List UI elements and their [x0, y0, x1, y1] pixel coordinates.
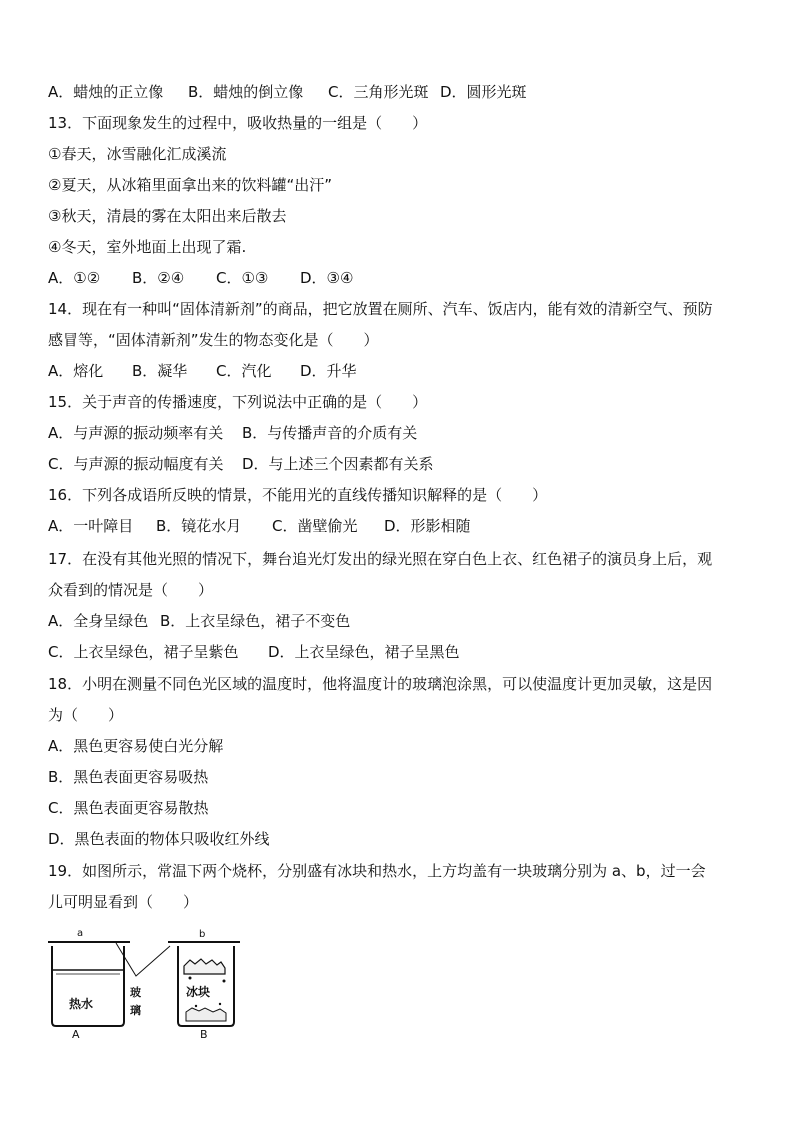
q13-option-c: C．①③	[216, 269, 269, 287]
beaker-a	[52, 946, 124, 1026]
q13-stem: 13．下面现象发生的过程中，吸收热量的一组是（ ）	[48, 114, 428, 132]
q17-options-row1	[48, 611, 351, 631]
q19-stem-line1: 19．如图所示，常温下两个烧杯，分别盛有冰块和热水，上方均盖有一块玻璃分别为 a、b，过一会	[48, 862, 706, 880]
q13-item-1: ①春天，冰雪融化汇成溪流	[48, 145, 227, 163]
q17-stem-line1: 17．在没有其他光照的情况下，舞台追光灯发出的绿光照在穿白色上衣、红色裙子的演员身上后，观	[48, 550, 713, 568]
q17-options-row2	[48, 642, 460, 662]
q16-option-d: D．形影相随	[384, 517, 471, 535]
q16-stem: 16．下列各成语所反映的情景，不能用光的直线传播知识解释的是（ ）	[48, 486, 548, 504]
q16-option-a: A．一叶障目	[48, 517, 134, 535]
q15-stem: 15．关于声音的传播速度，下列说法中正确的是（ ）	[48, 393, 428, 411]
q14-stem-line2: 感冒等，“固体清新剂”发生的物态变化是（ ）	[48, 331, 379, 349]
q18-stem-line2: 为（ ）	[48, 706, 124, 724]
q13-item-2: ②夏天，从冰箱里面拿出来的饮料罐“出汗”	[48, 176, 332, 194]
q13-option-a: A．①②	[48, 269, 101, 287]
q15-option-b: B．与传播声音的介质有关	[242, 424, 418, 442]
glass-label-2: 璃	[130, 1004, 141, 1017]
label-a: a	[77, 928, 84, 939]
q18-option-b: B．黑色表面更容易吸热	[48, 768, 209, 786]
q12-options	[48, 82, 527, 102]
q13-option-b: B．②④	[132, 269, 185, 287]
q14-option-a: A．熔化	[48, 362, 104, 380]
beaker-label-b: B	[200, 1028, 208, 1038]
q18-option-d: D．黑色表面的物体只吸收红外线	[48, 830, 270, 848]
q17-option-b: B．上衣呈绿色，裙子不变色	[160, 612, 351, 630]
q14-option-b: B．凝华	[132, 362, 188, 380]
q15-options-row1	[48, 423, 418, 443]
q17-option-c: C．上衣呈绿色，裙子呈紫色	[48, 643, 239, 661]
q15-option-d: D．与上述三个因素都有关系	[242, 455, 434, 473]
q18-option-a: A．黑色更容易使白光分解	[48, 737, 224, 755]
q14-option-d: D．升华	[300, 362, 357, 380]
q14-stem-line1: 14．现在有一种叫“固体清新剂”的商品，把它放置在厕所、汽车、饭店内，能有效的清新空气、预防	[48, 300, 713, 318]
label-b: b	[199, 929, 206, 940]
q12-option-a: A．蜡烛的正立像	[48, 83, 164, 101]
q12-option-c: C．三角形光斑	[328, 83, 429, 101]
q16-option-c: C．凿壁偷光	[272, 517, 358, 535]
q13-options	[48, 268, 354, 288]
q16-option-b: B．镜花水月	[156, 517, 242, 535]
q17-stem-line2: 众看到的情况是（ ）	[48, 581, 214, 599]
q12-option-d: D．圆形光斑	[440, 83, 527, 101]
q12-option-b: B．蜡烛的倒立像	[188, 83, 304, 101]
q14-option-c: C．汽化	[216, 362, 272, 380]
q19-stem-line2: 儿可明显看到（ ）	[48, 893, 199, 911]
q15-option-c: C．与声源的振动幅度有关	[48, 455, 224, 473]
glass-label-1: 玻	[130, 986, 141, 999]
q13-item-3: ③秋天，清晨的雾在太阳出来后散去	[48, 207, 287, 225]
q13-item-4: ④冬天，室外地面上出现了霜.	[48, 238, 247, 256]
q18-stem-line1: 18．小明在测量不同色光区域的温度时，他将温度计的玻璃泡涂黑，可以使温度计更加灵敏，这是因	[48, 675, 713, 693]
q15-option-a: A．与声源的振动频率有关	[48, 424, 224, 442]
beaker-label-a: A	[72, 1028, 80, 1038]
q17-option-d: D．上衣呈绿色，裙子呈黑色	[268, 643, 460, 661]
q18-option-c: C．黑色表面更容易散热	[48, 799, 209, 817]
beakers-figure	[44, 926, 244, 1038]
q13-option-d: D．③④	[300, 269, 354, 287]
q17-option-a: A．全身呈绿色	[48, 612, 149, 630]
q14-options	[48, 361, 357, 381]
q16-options	[48, 516, 471, 536]
q15-options-row2	[48, 454, 434, 474]
hot-water-label: 热水	[69, 997, 94, 1011]
ice-label: 冰块	[186, 985, 211, 999]
